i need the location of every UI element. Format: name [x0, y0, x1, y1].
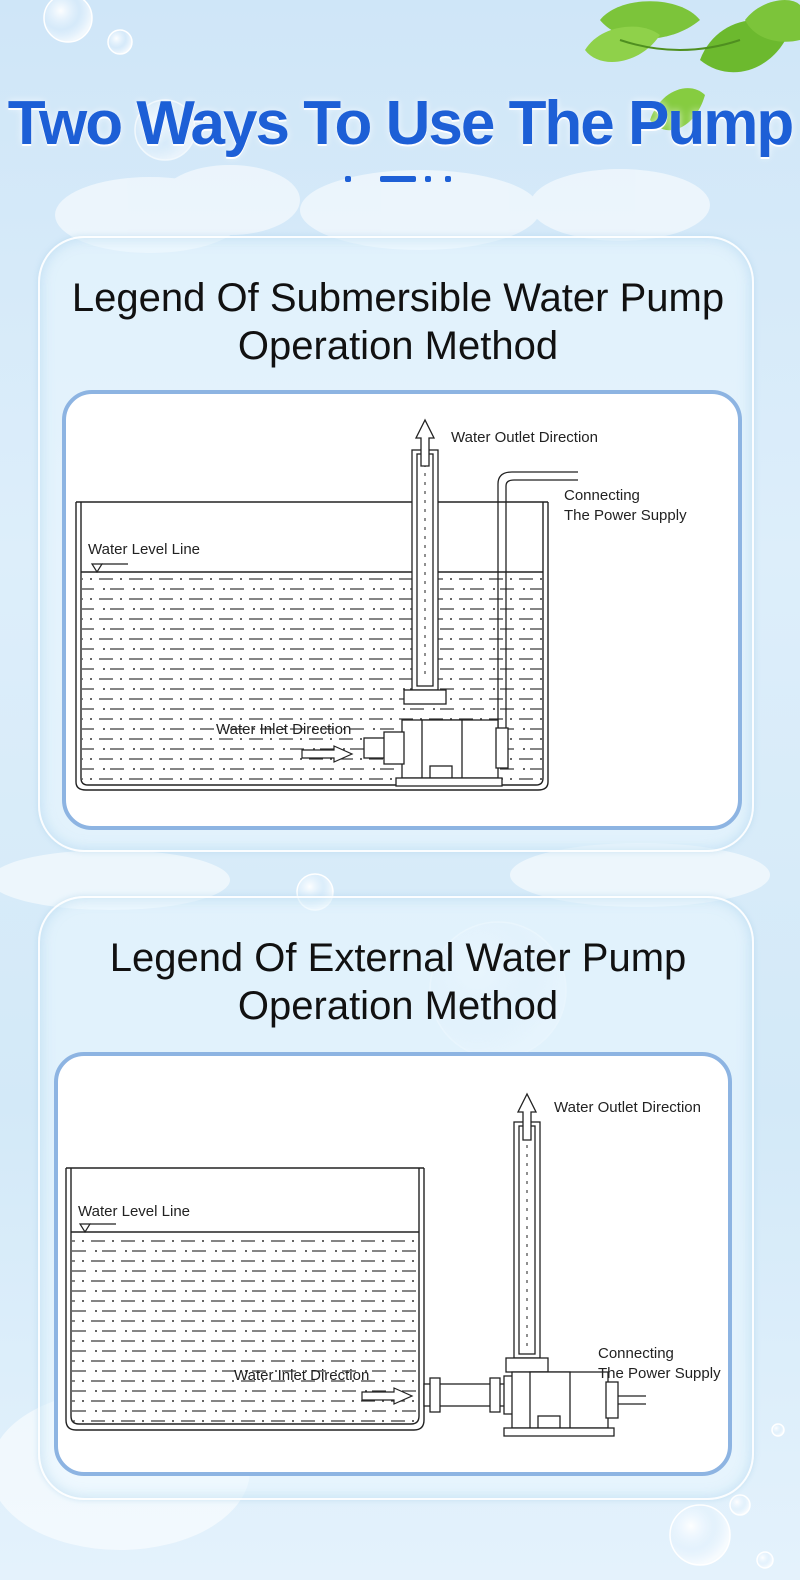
submersible-section-card: [38, 236, 754, 852]
external-diagram-panel: [54, 1052, 732, 1476]
power-label-line1: Connecting: [564, 487, 640, 504]
title-line-1: Legend Of External Water Pump: [109, 936, 687, 980]
title-line-2: Operation Method: [237, 984, 559, 1028]
inlet-pipe: [424, 1376, 514, 1414]
title-underline: [445, 176, 451, 182]
submersible-section-title: [40, 274, 756, 370]
power-label-line2: The Power Supply: [564, 507, 687, 524]
water-level-marker-icon: [80, 1224, 90, 1232]
inlet-label: Water Inlet Direction: [234, 1367, 370, 1384]
external-section-title: [40, 934, 756, 1030]
water-level-label: Water Level Line: [88, 541, 201, 558]
outlet-label: Water Outlet Direction: [451, 429, 598, 446]
power-label-line1: Connecting: [598, 1345, 674, 1362]
outlet-pipe: [412, 450, 438, 690]
title-line-1: Legend Of Submersible Water Pump: [71, 276, 725, 320]
power-label-line2: The Power Supply: [598, 1365, 721, 1382]
submersible-pump-diagram: [66, 394, 738, 826]
page-title: Two Ways To Use The Pump: [7, 89, 793, 158]
inlet-label: Water Inlet Direction: [216, 721, 352, 738]
power-cable: [618, 1396, 646, 1404]
title-underline: [380, 176, 416, 182]
outlet-pipe: [514, 1122, 540, 1358]
submersible-diagram-panel: [62, 390, 742, 830]
water-level-marker-icon: [92, 564, 102, 572]
title-underline: [345, 176, 351, 182]
external-section-card: [38, 896, 754, 1500]
external-pump-diagram: [58, 1056, 728, 1472]
outlet-label: Water Outlet Direction: [554, 1099, 701, 1116]
title-underline: [425, 176, 431, 182]
water-level-label: Water Level Line: [78, 1203, 191, 1220]
title-line-2: Operation Method: [237, 324, 559, 368]
